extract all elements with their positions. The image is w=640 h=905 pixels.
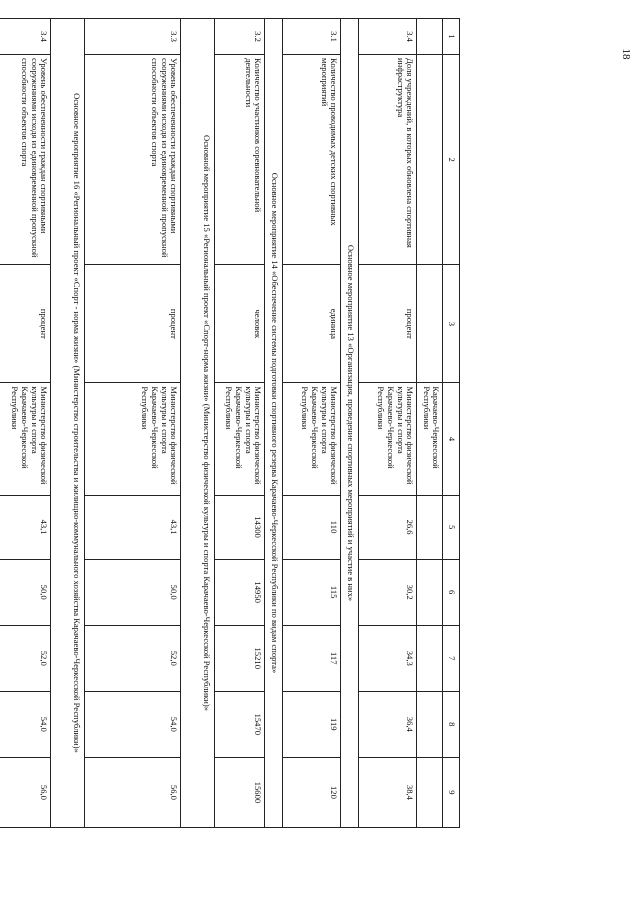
row-number: 3.1 — [283, 19, 341, 55]
section-title: Основной мероприятие 15 «Региональный проект «Спорт-норма жизни» (Министерство физической культуры и спорта Карачаево-Черкесской Республики)» — [181, 19, 215, 828]
responsible-executor: Карачаево-Черкесской Республики — [417, 383, 443, 495]
section-title: Основное мероприятие 13 «Организация, проведение спортивных мероприятий и участие в них» — [341, 19, 359, 828]
unit-of-measure: процент — [85, 265, 181, 383]
row-number: 3.4 — [0, 19, 51, 55]
indicator-name: Количество проводимых детских спортивных мероприятий — [283, 55, 341, 265]
header-cell: 3 — [443, 265, 460, 383]
value-cell: 56,0 — [85, 757, 181, 827]
value-cell: 52,0 — [0, 625, 51, 691]
responsible-executor: Министерство физической культуры и спорта Карачаево-Черкесской Республики — [215, 383, 265, 495]
section-title: Основное мероприятие 14 «Обеспечение системы подготовки спортивного резерва Карачаево-Черкесской Республики по видам спорта» — [265, 19, 283, 828]
header-cell: 7 — [443, 625, 460, 691]
value-cell: 50,0 — [0, 559, 51, 625]
value-cell: 54,0 — [85, 691, 181, 757]
indicator-name: Количество участников соревновательной деятельности — [215, 55, 265, 265]
value-cell: 117 — [283, 625, 341, 691]
value-cell — [417, 625, 443, 691]
value-cell: 50,0 — [85, 559, 181, 625]
value-cell: 15600 — [215, 757, 265, 827]
header-cell: 8 — [443, 691, 460, 757]
page-number: 18 — [620, 48, 632, 60]
header-cell: 9 — [443, 757, 460, 827]
value-cell: 15210 — [215, 625, 265, 691]
unit-of-measure: процент — [0, 265, 51, 383]
responsible-executor: Министерство физической культуры и спорта Карачаево-Черкесской Республики — [359, 383, 417, 495]
row-number: 3.3 — [85, 19, 181, 55]
responsible-executor: Министерство физической культуры и спорта Карачаево-Черкесской Республики — [283, 383, 341, 495]
section-title: Основное мероприятие 16 «Региональный проект «Спорт - норма жизни» (Министерство строительства и жилищно-коммунального хозяйства Карачаево-Черкесской Республики)» — [51, 19, 85, 828]
value-cell: 14950 — [215, 559, 265, 625]
value-cell: 26,6 — [359, 495, 417, 559]
header-cell: 6 — [443, 559, 460, 625]
unit-of-measure — [417, 265, 443, 383]
table-row — [283, 19, 341, 828]
section-row — [181, 19, 215, 828]
value-cell: 43,1 — [85, 495, 181, 559]
value-cell: 38,4 — [359, 757, 417, 827]
header-cell: 5 — [443, 495, 460, 559]
responsible-executor: Министерство физической культуры и спорта Карачаево-Черкесской Республики — [85, 383, 181, 495]
value-cell: 14300 — [215, 495, 265, 559]
rotated-document — [0, 18, 460, 886]
row-number: 3.2 — [215, 19, 265, 55]
indicator-name: Доля учреждений, в которых обновлена спортивная инфраструктура — [359, 55, 417, 265]
table-row — [417, 19, 443, 828]
value-cell — [417, 691, 443, 757]
value-cell: 119 — [283, 691, 341, 757]
table-row — [0, 19, 51, 828]
value-cell — [417, 559, 443, 625]
section-row — [51, 19, 85, 828]
value-cell: 54,0 — [0, 691, 51, 757]
table-body — [0, 19, 443, 828]
section-row — [265, 19, 283, 828]
section-row — [341, 19, 359, 828]
responsible-executor: Министерство физической культуры и спорта Карачаево-Черкесской Республики — [0, 383, 51, 495]
value-cell: 56,0 — [0, 757, 51, 827]
unit-of-measure: процент — [359, 265, 417, 383]
value-cell: 36,4 — [359, 691, 417, 757]
row-number: 3.4 — [359, 19, 417, 55]
value-cell: 15470 — [215, 691, 265, 757]
row-number — [417, 19, 443, 55]
unit-of-measure: человек — [215, 265, 265, 383]
value-cell: 52,0 — [85, 625, 181, 691]
indicator-name: Уровень обеспеченности граждан спортивными сооружениями исходя из единовременной пропускной способности объектов спорта — [85, 55, 181, 265]
table-row — [85, 19, 181, 828]
unit-of-measure: единица — [283, 265, 341, 383]
header-cell: 2 — [443, 55, 460, 265]
value-cell: 34,3 — [359, 625, 417, 691]
table-row — [215, 19, 265, 828]
header-row — [443, 19, 460, 828]
table-row — [359, 19, 417, 828]
value-cell: 30,2 — [359, 559, 417, 625]
value-cell — [417, 495, 443, 559]
header-cell: 1 — [443, 19, 460, 55]
indicator-name: Уровень обеспеченности граждан спортивными сооружениями исходя из единовременной пропускной способности объектов спорта — [0, 55, 51, 265]
header-cell: 4 — [443, 383, 460, 495]
indicators-table — [0, 18, 460, 828]
value-cell: 43,1 — [0, 495, 51, 559]
indicator-name — [417, 55, 443, 265]
value-cell: 115 — [283, 559, 341, 625]
value-cell: 120 — [283, 757, 341, 827]
value-cell: 110 — [283, 495, 341, 559]
value-cell — [417, 757, 443, 827]
